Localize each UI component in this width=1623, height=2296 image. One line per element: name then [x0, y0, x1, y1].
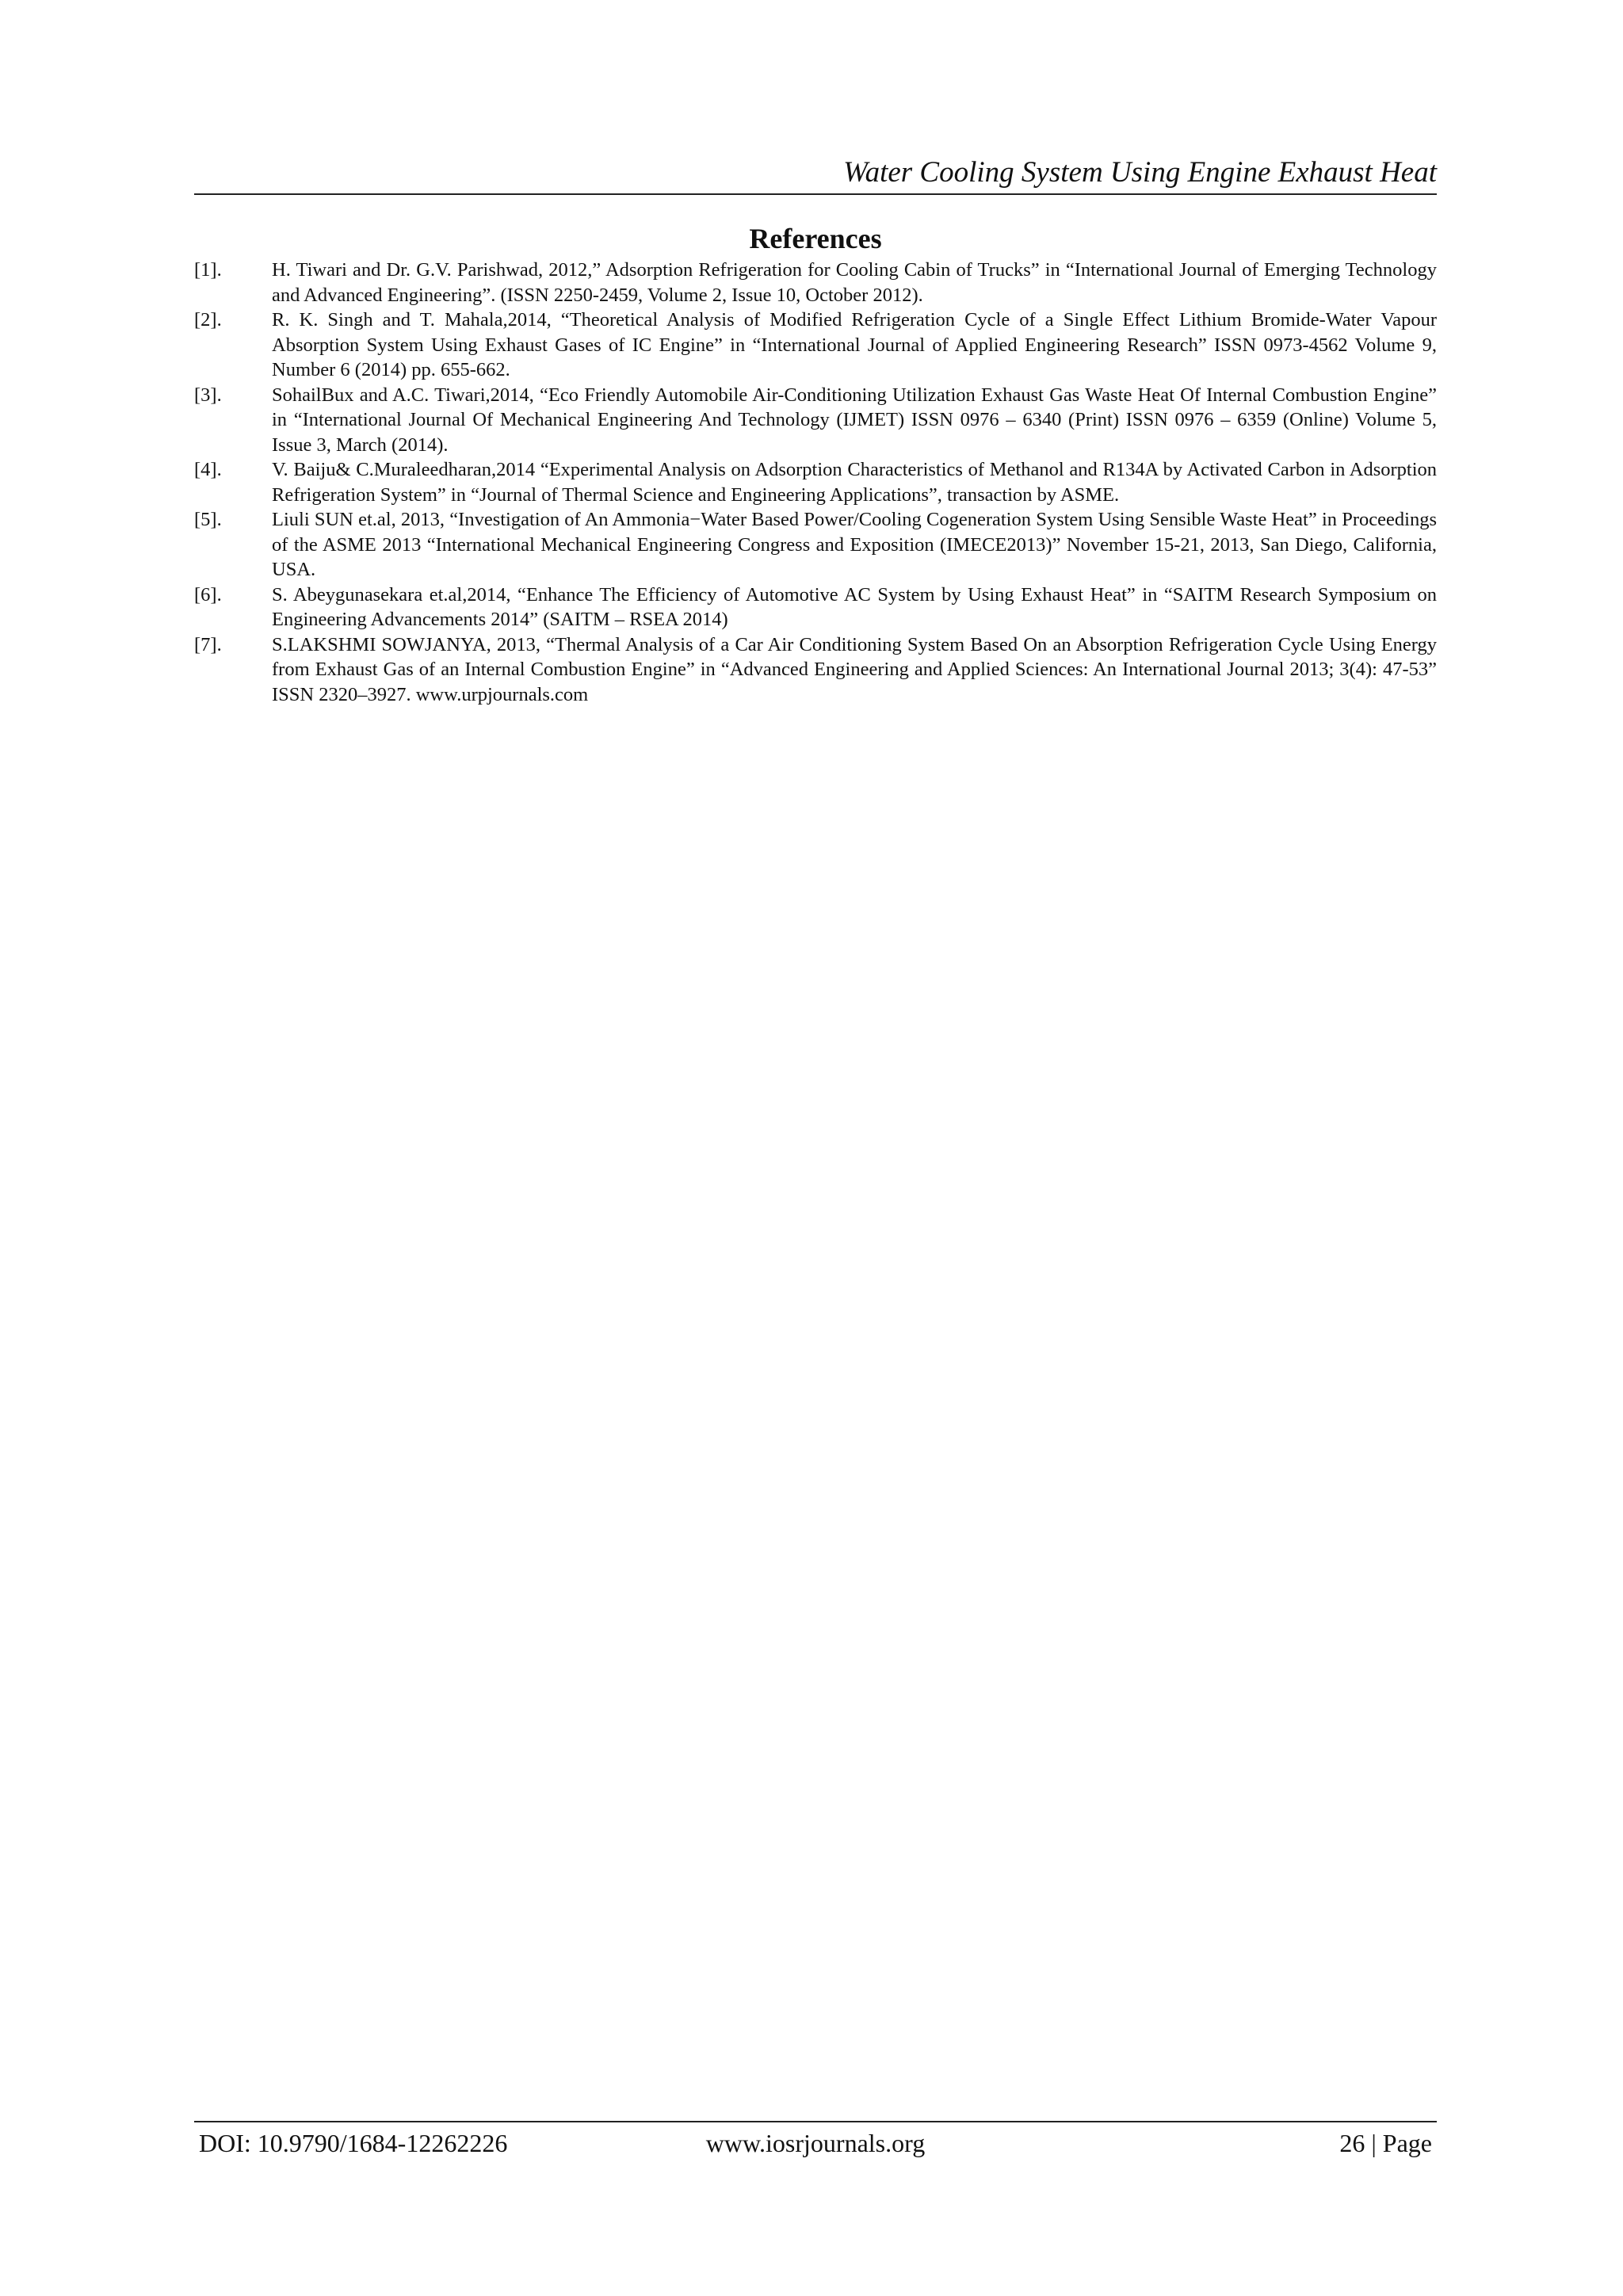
- reference-text: R. K. Singh and T. Mahala,2014, “Theoretical Analysis of Modified Refrigeration Cycle of a Single Effect Lithium Bromide-Water Vapour Absorption System Using Exhaust Gases of IC Engine” in “International Journal of Applied Engineering Research” ISSN 0973-4562 Volume 9, Number 6 (2014) pp. 655-662.: [272, 309, 1437, 380]
- references-heading: References: [749, 223, 882, 254]
- footer-page-number: 26 | Page: [1339, 2129, 1432, 2157]
- reference-number: [3].: [194, 384, 222, 406]
- reference-number: [2].: [194, 309, 222, 330]
- reference-text: H. Tiwari and Dr. G.V. Parishwad, 2012,” Adsorption Refrigeration for Cooling Cabin of Trucks” in “International Journal of Emerging Technology and Advanced Engineering”. (ISSN 2250-2459, Volume 2, Issue 10, October 2012).: [272, 259, 1437, 306]
- footer-doi: DOI: 10.9790/1684-12262226: [199, 2129, 508, 2157]
- reference-text: V. Baiju& C.Muraleedharan,2014 “Experimental Analysis on Adsorption Characteristics of Methanol and R134A by Activated Carbon in Adsorption Refrigeration System” in “Journal of Thermal Science and Engineering Applications”, transaction by ASME.: [272, 459, 1437, 506]
- footer-rule: [194, 2121, 1437, 2122]
- reference-text: SohailBux and A.C. Tiwari,2014, “Eco Friendly Automobile Air-Conditioning Utilization Exhaust Gas Waste Heat Of Internal Combustion Engine” in “International Journal Of Mechanical Engineering And Technology (IJMET) ISSN 0976 – 6340 (Print) ISSN 0976 – 6359 (Online) Volume 5, Issue 3, March (2014).: [272, 384, 1437, 456]
- reference-number: [4].: [194, 459, 222, 480]
- header-rule: [194, 193, 1437, 195]
- reference-number: [5].: [194, 509, 222, 530]
- reference-item-2: [194, 308, 1437, 383]
- reference-text: S.LAKSHMI SOWJANYA, 2013, “Thermal Analysis of a Car Air Conditioning System Based On an Absorption Refrigeration Cycle Using Energy from Exhaust Gas of an Internal Combustion Engine” in “Advanced Engineering and Applied Sciences: An International Journal 2013; 3(4): 47-53” ISSN 2320–3927. www.urpjournals.com: [272, 633, 1437, 705]
- reference-text: Liuli SUN et.al, 2013, “Investigation of An Ammonia−Water Based Power/Cooling Cogeneration System Using Sensible Waste Heat” in Proceedings of the ASME 2013 “International Mechanical Engineering Congress and Exposition (IMECE2013)” November 15-21, 2013, San Diego, California, USA.: [272, 509, 1437, 580]
- reference-number: [6].: [194, 583, 222, 606]
- reference-text: S. Abeygunasekara et.al,2014, “Enhance The Efficiency of Automotive AC System by Using Exhaust Heat” in “SAITM Research Symposium on Engineering Advancements 2014” (SAITM – RSEA 2014): [272, 583, 1437, 630]
- reference-item-3: [194, 383, 1437, 458]
- reference-list: [194, 258, 1437, 707]
- reference-item-5: [194, 507, 1437, 583]
- reference-number: [7].: [194, 633, 222, 655]
- reference-number: [1].: [194, 259, 222, 281]
- reference-item-7: [194, 632, 1437, 708]
- reference-item-6: [194, 583, 1437, 632]
- running-header: Water Cooling System Using Engine Exhaust Heat: [843, 156, 1437, 189]
- reference-item-1: [194, 258, 1437, 308]
- reference-item-4: [194, 457, 1437, 507]
- footer-website: www.iosrjournals.org: [705, 2129, 926, 2157]
